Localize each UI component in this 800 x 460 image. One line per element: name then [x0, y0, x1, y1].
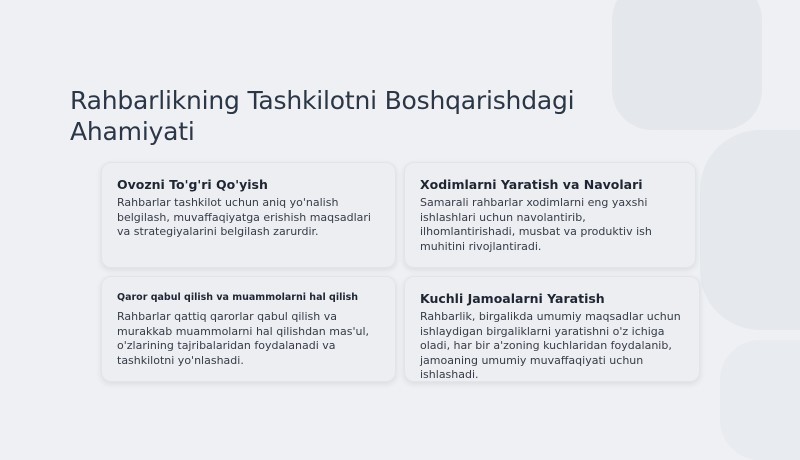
- card-heading: Xodimlarni Yaratish va Navolari: [420, 177, 643, 192]
- card-heading: Qaror qabul qilish va muammolarni hal qilish: [117, 292, 359, 303]
- card-heading: Ovozni To'g'ri Qo'yish: [117, 177, 268, 192]
- card-decisions: [101, 276, 396, 382]
- card-teams: [404, 276, 700, 382]
- card-text: Rahbarlar tashkilot uchun aniq yo'nalish belgilash, muvaffaqiyatga erishish maqsadlari va strategiyalarini belgilash zarurdir.: [117, 196, 371, 238]
- background-shape-bottom: [720, 340, 800, 460]
- card-text: Samarali rahbarlar xodimlarni eng yaxshi ishlashlari uchun navolantirib, ilhomlantirishadi, musbat va produktiv ish muhitini rivojlantiradi.: [420, 196, 652, 253]
- slide-title: Rahbarlikning Tashkilotni Boshqarishdagi Ahamiyati: [70, 85, 575, 146]
- card-direction: [101, 162, 396, 268]
- background-shape-right: [700, 130, 800, 330]
- card-heading: Kuchli Jamoalarni Yaratish: [420, 291, 605, 306]
- card-text: Rahbarlik, birgalikda umumiy maqsadlar uchun ishlaydigan birgaliklarni yaratishni o'z ichiga oladi, har bir a'zoning kuchlaridan foydalanib, jamoaning umumiy muvaffaqiyati uchun ishlashadi.: [420, 310, 681, 381]
- background-shape-top: [612, 0, 762, 130]
- card-employees: [404, 162, 696, 268]
- card-text: Rahbarlar qattiq qarorlar qabul qilish va murakkab muammolarni hal qilishdan mas'ul, o'zlarining tajribalaridan foydalanadi va tashkilotni yo'nlashadi.: [117, 310, 370, 367]
